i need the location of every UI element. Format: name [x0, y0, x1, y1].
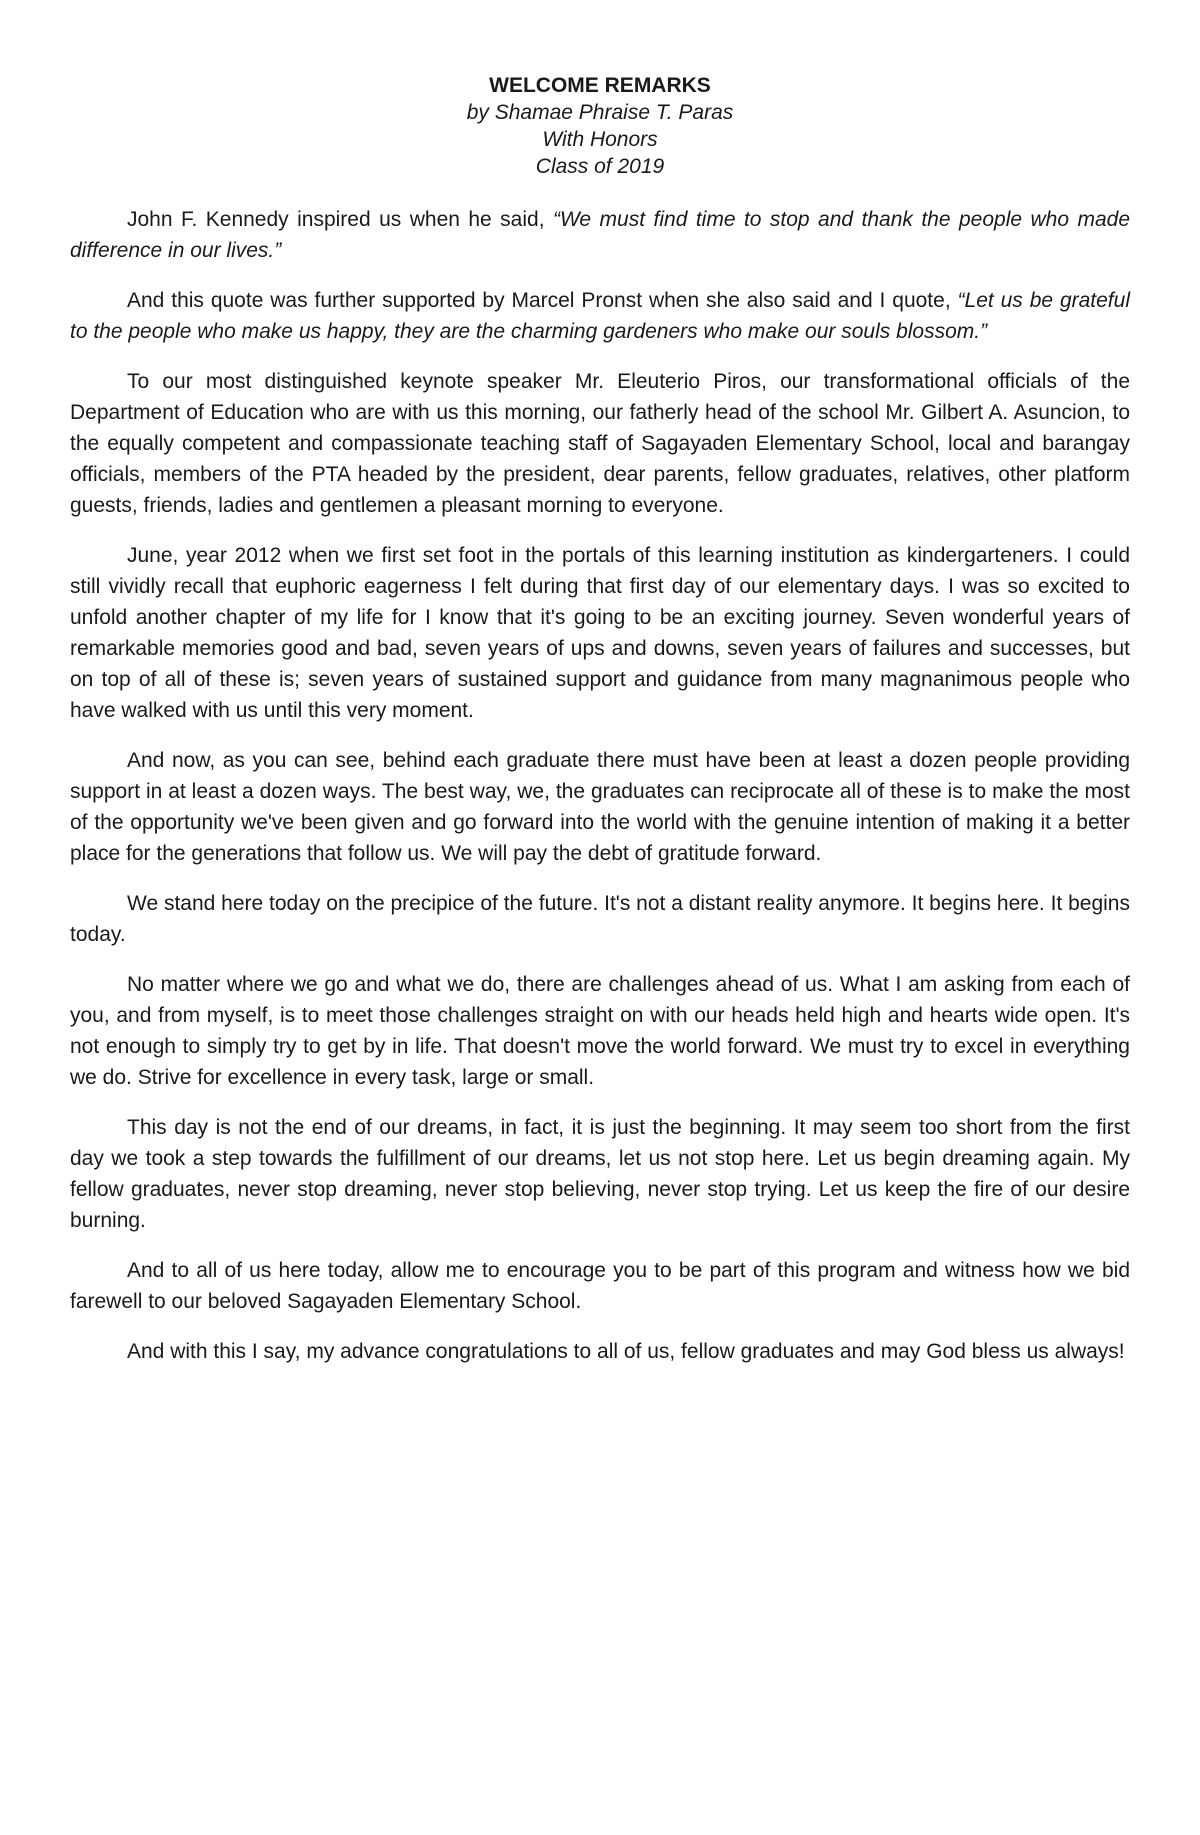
- kennedy-quote: “We must find time to stop and thank the people who made difference in our lives.”: [70, 208, 1130, 262]
- paragraph-2: [70, 285, 1130, 347]
- paragraph-6: We stand here today on the precipice of the future. It's not a distant reality anymore. It begins here. It begins today.: [70, 892, 1130, 946]
- paragraph-5: And now, as you can see, behind each graduate there must have been at least a dozen people providing support in at least a dozen ways. The best way, we, the graduates can reciprocate all of these is to make the most of the opportunity we've been given and go forward into the world with the genuine intention of making it a better place for the generations that follow us. We will pay the debt of gratitude forward.: [70, 749, 1130, 865]
- document-title: WELCOME REMARKS: [489, 74, 711, 97]
- document-header: [70, 72, 1130, 180]
- paragraph-1: [70, 204, 1130, 266]
- paragraph-7: No matter where we go and what we do, there are challenges ahead of us. What I am asking from each of you, and from myself, is to meet those challenges straight on with our heads held high and hearts wide open. It's not enough to simply try to get by in life. That doesn't move the world forward. We must try to excel in everything we do. Strive for excellence in every task, large or small.: [70, 973, 1130, 1089]
- author-line: by Shamae Phraise T. Paras: [466, 101, 734, 124]
- paragraph-4: June, year 2012 when we first set foot in the portals of this learning institution as kindergarteners. I could still vividly recall that euphoric eagerness I felt during that first day of our elementary days. I was so excited to unfold another chapter of my life for I know that it's going to be an exciting journey. Seven wonderful years of remarkable memories good and bad, seven years of ups and downs, seven years of failures and successes, but on top of all of these is; seven years of sustained support and guidance from many magnanimous people who have walked with us until this very moment.: [70, 544, 1130, 722]
- document-page: [70, 72, 1130, 1386]
- paragraph-9: And to all of us here today, allow me to encourage you to be part of this program and witness how we bid farewell to our beloved Sagayaden Elementary School.: [70, 1259, 1130, 1313]
- honor-line: With Honors: [542, 128, 658, 151]
- paragraph-3: To our most distinguished keynote speaker Mr. Eleuterio Piros, our transformational officials of the Department of Education who are with us this morning, our fatherly head of the school Mr. Gilbert A. Asuncion, to the equally competent and compassionate teaching staff of Sagayaden Elementary School, local and barangay officials, members of the PTA headed by the president, dear parents, fellow graduates, relatives, other platform guests, friends, ladies and gentlemen a pleasant morning to everyone.: [70, 370, 1130, 517]
- class-line: Class of 2019: [535, 155, 665, 178]
- paragraph-2-text: And this quote was further supported by Marcel Pronst when she also said and I quote,: [127, 289, 958, 312]
- pronst-quote: “Let us be grateful to the people who make us happy, they are the charming gardeners who make our souls blossom.”: [70, 289, 1130, 343]
- paragraph-1-text: John F. Kennedy inspired us when he said,: [127, 208, 553, 231]
- paragraph-8: This day is not the end of our dreams, in fact, it is just the beginning. It may seem too short from the first day we took a step towards the fulfillment of our dreams, let us not stop here. Let us begin dreaming again. My fellow graduates, never stop dreaming, never stop believing, never stop trying. Let us keep the fire of our desire burning.: [70, 1116, 1130, 1232]
- paragraph-10: And with this I say, my advance congratulations to all of us, fellow graduates and may God bless us always!: [127, 1340, 1125, 1363]
